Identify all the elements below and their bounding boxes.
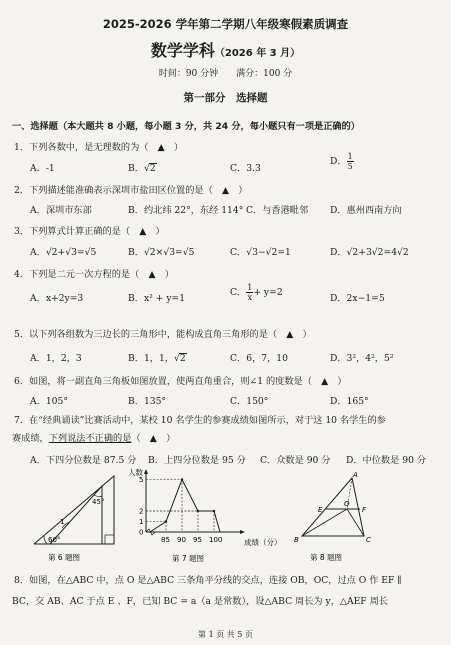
q5-option-a: A．1，2，3 bbox=[30, 353, 82, 364]
part-title: 第一部分 选择题 bbox=[183, 92, 268, 104]
question-7-stem-line2 bbox=[12, 430, 175, 444]
q5-option-b-label: B．1，1， bbox=[128, 353, 175, 364]
q4-option-b: B．x² + y=1 bbox=[128, 293, 186, 304]
q4-frac-den: x bbox=[247, 293, 253, 302]
subject-title bbox=[0, 38, 451, 61]
fig6-angle-1-label: 1 bbox=[60, 518, 65, 526]
subject-date: （2026 年 3 月） bbox=[214, 48, 301, 59]
figure-6 bbox=[14, 470, 126, 562]
q1-radicand: 2 bbox=[149, 163, 156, 174]
q7-stem-underlined: 下列说法不正确的是 bbox=[48, 433, 132, 444]
q3-option-d: D．√2+3√2=4√2 bbox=[330, 247, 409, 258]
chart-points bbox=[165, 478, 215, 522]
subject-name: 数学学科 bbox=[150, 41, 215, 60]
q2-option-b: B．约北纬 22°，东经 114° bbox=[128, 205, 244, 216]
fig6-60-arc bbox=[44, 536, 47, 544]
q1-option-a: A．-1 bbox=[30, 163, 55, 174]
figure-7-chart bbox=[124, 466, 284, 564]
q7-stem-part-a: 赛成绩， bbox=[12, 433, 49, 444]
q5-radicand: 2 bbox=[179, 353, 186, 364]
chart-x-arrow bbox=[240, 530, 245, 534]
chart-x-tick-label: 85 bbox=[161, 536, 170, 544]
q1-option-b: B．√2 bbox=[128, 163, 156, 174]
section-title: 一、选择题 bbox=[12, 121, 58, 132]
q4-option-a: A．x+2y=3 bbox=[30, 293, 84, 304]
fig8-segment-ob bbox=[302, 509, 347, 536]
q4-option-c bbox=[230, 283, 283, 302]
q7-option-c: C．众数是 90 分 bbox=[260, 455, 331, 466]
chart-y-ticks bbox=[139, 476, 143, 537]
fig8-label-c: C bbox=[366, 536, 371, 544]
q5-option-d: D．3²，4²，5² bbox=[330, 353, 394, 364]
chart-y-title: 人数 bbox=[128, 468, 143, 477]
question-7-stem-line1: 7．在“经典诵读”比赛活动中，某校 10 名学生的参赛成绩如图所示，对于这 10 名学生的参 bbox=[14, 415, 386, 426]
chart-x-tick-label: 90 bbox=[177, 536, 186, 544]
q2-option-c: C．与香港毗邻 bbox=[246, 205, 309, 216]
question-5-stem: 5．以下列各组数为三边长的三角形中，能构成直角三角形的是（ ▲ ） bbox=[14, 329, 312, 340]
chart-point bbox=[197, 510, 199, 512]
fig8-triangle-abc bbox=[302, 478, 364, 536]
fig8-label-b: B bbox=[294, 536, 299, 544]
question-1-stem: 1．下列各数中，是无理数的为（ ▲ ） bbox=[14, 142, 184, 153]
fig7-caption: 第 7 题图 bbox=[172, 554, 205, 563]
chart-y-arrow bbox=[144, 469, 148, 474]
q3-option-b: B．√2×√3=√5 bbox=[128, 247, 195, 258]
fig6-45-arc bbox=[94, 495, 102, 496]
question-4-stem: 4．下列是二元一次方程的是（ ▲ ） bbox=[14, 269, 174, 280]
chart-x-tick-label: 95 bbox=[193, 536, 202, 544]
chart-y-tick-label: 1 bbox=[139, 518, 144, 526]
question-8-stem-line2: BC，交 AB、AC 于点 E 、F，已知 BC = a（a 是常数），设△ABC 周长为 y，△AEF 周长 bbox=[12, 596, 388, 607]
q5-option-b: B．1，1，√2 bbox=[128, 353, 186, 364]
chart-point bbox=[165, 520, 167, 522]
fig6-angle-60: 60° bbox=[48, 536, 61, 544]
fig8-label-f: F bbox=[362, 506, 367, 514]
chart-x-title: 成绩（分） bbox=[244, 538, 282, 547]
chart-y-tick-label: 2 bbox=[139, 507, 144, 516]
fig8-label-o: O bbox=[344, 500, 350, 508]
q7-stem-part-c: （ ▲ ） bbox=[131, 433, 176, 444]
chart-x-ticks bbox=[161, 536, 222, 544]
chart-series-line bbox=[150, 480, 220, 533]
q1-option-c: C．3.3 bbox=[230, 163, 261, 174]
chart-point bbox=[181, 478, 183, 480]
fig8-caption: 第 8 题图 bbox=[310, 553, 343, 562]
q1-option-d-label: D． bbox=[330, 156, 347, 167]
q4-frac-num: 1 bbox=[247, 283, 253, 292]
fig8-label-e: E bbox=[318, 506, 323, 514]
question-3-stem: 3．下列算式计算正确的是（ ▲ ） bbox=[14, 226, 165, 237]
q3-option-c: C．√3−√2=1 bbox=[230, 247, 291, 258]
q1-option-b-label: B． bbox=[128, 163, 144, 174]
q2-option-a: A．深圳市东部 bbox=[30, 205, 92, 216]
figure-8 bbox=[292, 470, 378, 562]
q2-option-d: D．惠州西南方向 bbox=[330, 205, 402, 216]
page-footer: 第 1 页 共 5 页 bbox=[198, 630, 253, 639]
q6-option-a: A．105° bbox=[30, 396, 68, 407]
q4-option-d: D．2x−1=5 bbox=[330, 293, 385, 304]
question-8-stem-line1: 8．如图，在△ABC 中，点 O 是△ABC 三条角平分线的交点，连接 OB，OC，过点 O 作 EF ∥ bbox=[14, 575, 402, 586]
section-heading bbox=[12, 118, 360, 132]
q4-option-c-rest: + y=2 bbox=[253, 287, 283, 298]
question-6-stem: 6．如图，将一副直角三角板如图放置，使两直角重合，则∠1 的度数是（ ▲ ） bbox=[14, 376, 347, 387]
q1-option-d bbox=[330, 152, 354, 171]
q6-option-c: C．150° bbox=[230, 396, 269, 407]
chart-point bbox=[213, 510, 215, 512]
q6-option-d: D．165° bbox=[330, 396, 369, 407]
fig6-caption: 第 6 题图 bbox=[48, 553, 81, 562]
chart-y-tick-label: 0 bbox=[139, 528, 144, 537]
q4-option-c-label: C． bbox=[230, 287, 247, 298]
q7-option-d: D．中位数是 90 分 bbox=[346, 455, 427, 466]
question-2-stem: 2．下列描述能准确表示深圳市盐田区位置的是（ ▲ ） bbox=[14, 185, 248, 196]
fig6-angle-45: 45° bbox=[92, 498, 105, 506]
q1-frac-den: 5 bbox=[347, 162, 353, 171]
chart-x-tick-label: 100 bbox=[209, 536, 223, 544]
fig6-right-angle-mark bbox=[105, 535, 114, 544]
q7-option-b: B．上四分位数是 95 分 bbox=[148, 455, 246, 466]
fig8-label-a: A bbox=[353, 471, 358, 479]
q1-fraction bbox=[347, 152, 354, 171]
exam-title: 2025-2026 学年第二学期八年级寒假素质调查 bbox=[102, 17, 349, 31]
q7-option-a: A．下四分位数是 87.5 分 bbox=[30, 455, 137, 466]
q3-option-a: A．√2+√3=√5 bbox=[30, 247, 97, 258]
q5-option-c: C．6，7，10 bbox=[230, 353, 288, 364]
chart-y-tick-label: 5 bbox=[139, 476, 144, 484]
q1-frac-num: 1 bbox=[347, 152, 353, 161]
section-instructions: （本大题共 8 小题，每小题 3 分，共 24 分，每小题只有一项是正确的） bbox=[57, 121, 360, 132]
q6-option-b: B．135° bbox=[128, 396, 167, 407]
chart-guide-lines bbox=[146, 480, 214, 533]
time-info: 时间：90 分钟 满分：100 分 bbox=[158, 69, 293, 79]
